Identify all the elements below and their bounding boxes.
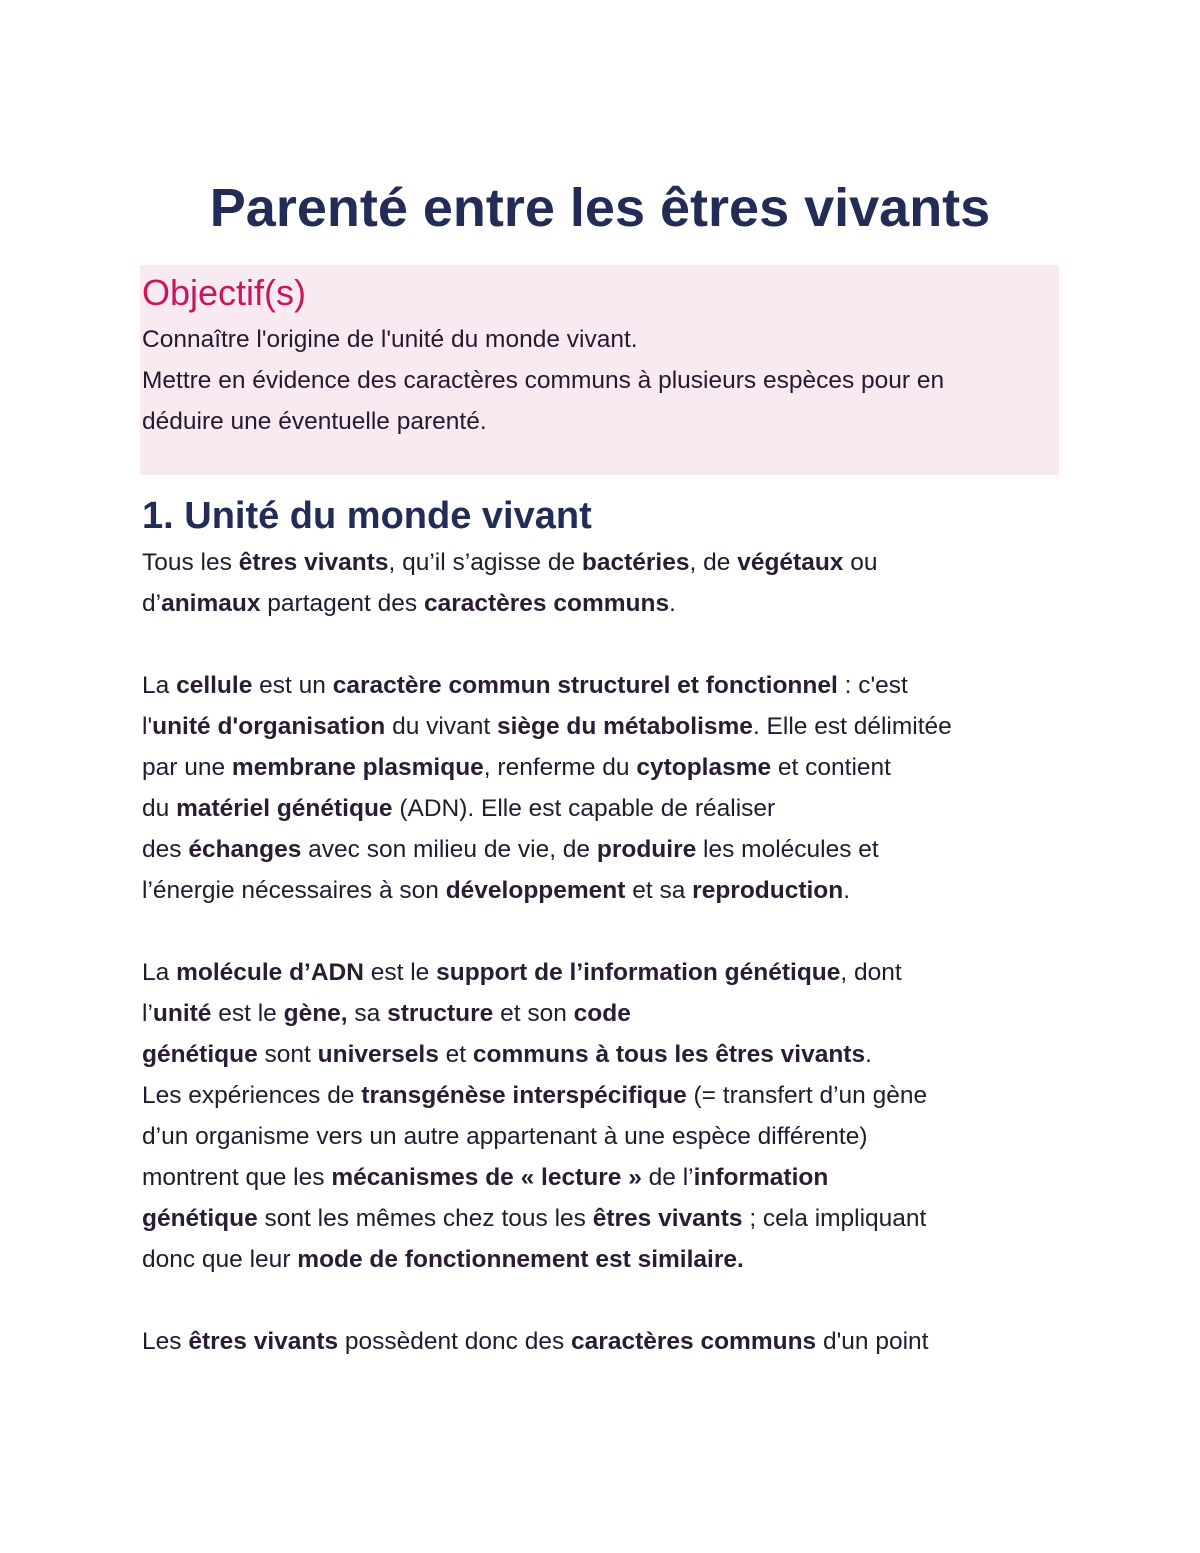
text-run: l': [142, 713, 153, 740]
text-run: , qu’il s’agisse de: [388, 549, 582, 576]
bold-term: animaux: [161, 590, 261, 617]
bold-term: végétaux: [737, 549, 844, 576]
bold-term: produire: [596, 836, 697, 863]
text-run: par une: [142, 754, 232, 781]
bold-term: communs à tous les êtres vivants: [472, 1041, 866, 1068]
text-run: montrent que les: [142, 1164, 332, 1191]
text-run: sa: [347, 1000, 388, 1027]
text-run: l’: [142, 1000, 153, 1027]
text-line: [142, 665, 1072, 706]
text-run: .: [865, 1041, 872, 1068]
bold-term: caractère commun structurel et fonctionnel: [332, 672, 838, 699]
text-run: et contient: [771, 754, 891, 781]
bold-term: cellule: [176, 672, 253, 699]
paragraph-2: [142, 665, 1072, 911]
text-run: avec son milieu de vie, de: [301, 836, 597, 863]
text-line: [142, 542, 1072, 583]
text-run: et: [438, 1041, 473, 1068]
text-run: partagent des: [260, 590, 424, 617]
text-line: [142, 1239, 1072, 1280]
section-body: [142, 542, 1072, 1362]
text-line: [142, 1198, 1072, 1239]
bold-term: génétique: [142, 1041, 258, 1068]
bold-term: siège du métabolisme: [496, 713, 753, 740]
text-line: [142, 952, 1072, 993]
text-run: Les expériences de: [142, 1082, 362, 1109]
bold-term: support de l’information génétique: [436, 959, 841, 986]
bold-term: transgénèse interspécifique: [361, 1082, 687, 1109]
text-line: [142, 1075, 1072, 1116]
text-line: [142, 747, 1072, 788]
text-run: (ADN). Elle est capable de réaliser: [392, 795, 776, 822]
text-line: [142, 788, 1072, 829]
bold-term: développement: [445, 877, 626, 904]
bold-term: êtres vivants: [188, 1328, 339, 1355]
text-run: La: [142, 959, 177, 986]
text-run: est le: [211, 1000, 284, 1027]
bold-term: structure: [387, 1000, 494, 1027]
section-heading: 1. Unité du monde vivant: [142, 495, 592, 537]
text-run: des: [142, 836, 189, 863]
text-line: [142, 583, 1072, 624]
bold-term: universels: [317, 1041, 439, 1068]
text-run: possèdent donc des: [338, 1328, 572, 1355]
bold-term: information: [693, 1164, 829, 1191]
text-line: [142, 829, 1072, 870]
text-run: (= transfert d’un gène: [686, 1082, 928, 1109]
text-run: donc que leur: [142, 1246, 298, 1273]
bold-term: êtres vivants: [238, 549, 389, 576]
text-run: du: [142, 795, 177, 822]
text-run: du vivant: [385, 713, 497, 740]
bold-term: reproduction: [692, 877, 844, 904]
bold-term: unité: [152, 1000, 212, 1027]
text-run: sont les mêmes chez tous les: [257, 1205, 593, 1232]
text-run: La: [142, 672, 177, 699]
objective-text: [142, 319, 1052, 442]
bold-term: êtres vivants: [592, 1205, 743, 1232]
text-run: l’énergie nécessaires à son: [142, 877, 446, 904]
bold-term: code: [573, 1000, 631, 1027]
text-line: [142, 993, 1072, 1034]
bold-term: génétique: [142, 1205, 258, 1232]
text-run: est un: [252, 672, 333, 699]
text-run: sont: [257, 1041, 318, 1068]
text-line: [142, 1157, 1072, 1198]
bold-term: caractères communs: [571, 1328, 817, 1355]
bold-term: bactéries: [581, 549, 690, 576]
paragraph-1: [142, 542, 1072, 624]
bold-term: gène,: [283, 1000, 348, 1027]
bold-term: cytoplasme: [636, 754, 772, 781]
text-run: et son: [493, 1000, 574, 1027]
text-line: [142, 1034, 1072, 1075]
bold-term: matériel génétique: [176, 795, 393, 822]
text-line: [142, 870, 1072, 911]
text-line: [142, 1116, 1072, 1157]
paragraph-4: [142, 1321, 1072, 1362]
text-run: d’: [142, 590, 162, 617]
bold-term: molécule d’ADN: [176, 959, 364, 986]
text-run: . Elle est délimitée: [752, 713, 952, 740]
objective-box: [140, 265, 1059, 475]
text-run: les molécules et: [696, 836, 879, 863]
objective-line: déduire une éventuelle parenté.: [142, 408, 487, 435]
text-run: , renferme du: [483, 754, 637, 781]
bold-term: échanges: [188, 836, 302, 863]
objective-heading: Objectif(s): [142, 272, 307, 313]
text-run: , de: [689, 549, 738, 576]
bold-term: mode de fonctionnement est similaire.: [297, 1246, 744, 1273]
text-run: Les: [142, 1328, 189, 1355]
text-run: et sa: [625, 877, 693, 904]
text-run: : c'est: [837, 672, 908, 699]
text-run: est le: [363, 959, 437, 986]
paragraph-3: [142, 952, 1072, 1280]
objective-line: Connaître l'origine de l'unité du monde vivant.: [142, 326, 638, 353]
text-line: [142, 706, 1072, 747]
bold-term: membrane plasmique: [231, 754, 484, 781]
bold-term: unité d'organisation: [152, 713, 386, 740]
text-run: de l’: [641, 1164, 694, 1191]
text-run: , dont: [840, 959, 902, 986]
text-run: .: [669, 590, 676, 617]
text-run: .: [843, 877, 851, 904]
page-title: Parenté entre les êtres vivants: [209, 178, 991, 238]
text-run: ou: [843, 549, 878, 576]
text-run: ; cela impliquant: [742, 1205, 927, 1232]
bold-term: caractères communs: [423, 590, 670, 617]
text-run: Tous les: [142, 549, 239, 576]
text-run: d’un organisme vers un autre appartenant à une espèce différente): [142, 1123, 868, 1150]
objective-line: Mettre en évidence des caractères communs à plusieurs espèces pour en: [142, 367, 945, 394]
text-line: [142, 1321, 1072, 1362]
bold-term: mécanismes de « lecture »: [331, 1164, 642, 1191]
text-run: d'un point: [816, 1328, 929, 1355]
